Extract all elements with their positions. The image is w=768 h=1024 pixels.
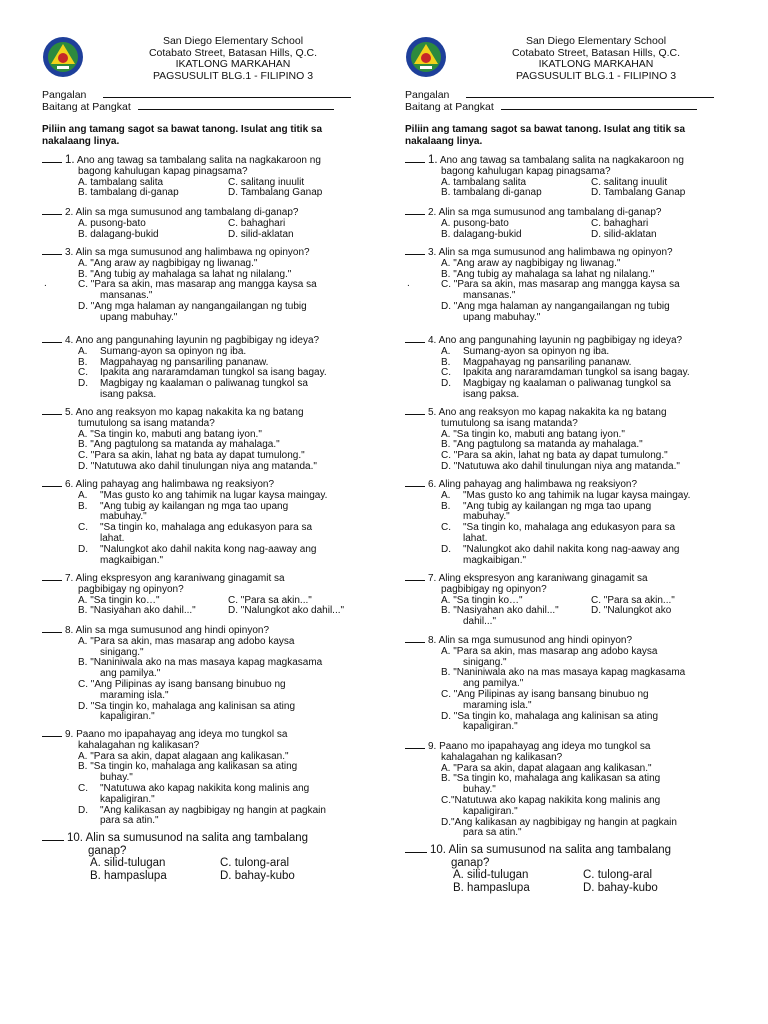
test-copy-left — [40, 0, 405, 1024]
question-4: 4. Ano ang pangunahing layunin ng pagbibigay ng ideya? A. Sumang-ayon sa opinyon ng iba. B. Magpahayag ng pansariling pananaw. C. Ipakita ang nararamdaman tungkol sa isang bagay. D. Magbigay ng kaalaman o paliwanag tungkol sa isang paksa. — [42, 334, 397, 401]
question-4: 4. Ano ang pangunahing layunin ng pagbibigay ng ideya? A. Sumang-ayon sa opinyon ng iba. B. Magpahayag ng pansariling pananaw. C. Ipakita ang nararamdaman tungkol sa isang bagay. D. Magbigay ng kaalaman o paliwanag tungkol sa isang paksa. — [405, 334, 760, 401]
option-d: D. Magbigay ng kaalaman o paliwanag tungkol sa — [441, 378, 671, 390]
option-b: B. dalagang-bukid — [78, 228, 159, 240]
answer-blank[interactable] — [405, 740, 425, 749]
option-b: B. "Ang tubig ay kailangan ng mga tao upang — [78, 500, 289, 512]
option-c: C. tulong-aral — [583, 869, 653, 881]
answer-blank[interactable] — [405, 154, 425, 163]
answer-blank[interactable] — [42, 624, 62, 633]
option-c: C. "Natutuwa ako kapag nakikita kong malinis ang — [78, 782, 310, 794]
option-d: D. "Natutuwa ako dahil tinulungan niya ang matanda." — [78, 460, 317, 472]
option-c: C. "Para sa akin..." — [591, 594, 675, 606]
question-5: 5. Ano ang reaksyon mo kapag nakakita ka ng batang tumutulong sa isang matanda? A. "Sa tingin ko, mabuti ang batang iyon." B. "Ang pagtulong sa matanda ay mahalaga." C. "Para sa akin, lahat ng bata ay dapat tumulong." D. "Natutuwa ako dahil tinulungan niya ang matanda." — [405, 406, 760, 473]
option-a: A. "Para sa akin, dapat alagaan ang kalikasan." — [78, 750, 289, 762]
school-logo — [405, 36, 447, 78]
answer-blank[interactable] — [405, 334, 425, 343]
question-6: 6. Aling pahayag ang halimbawa ng reaksiyon? A. "Mas gusto ko ang tahimik na lugar kaysa maingay. B. "Ang tubig ay kailangan ng mga tao upang mabuhay." C. "Sa tingin ko, mahalaga ang edukasyon para sa lahat. D. "Nalungkot ako dahil nakita kong nag-aaway ang magkaibigan." — [42, 478, 397, 566]
question-1: 1. Ano ang tawag sa tambalang salita na nagkakaroon ng bagong kahulugan kapag pinagsama? A. tambalang salita C. salitang inuulit B. tambalang di-ganap D. Tambalang Ganap — [405, 154, 760, 199]
answer-blank[interactable] — [405, 206, 425, 215]
option-b: B. dalagang-bukid — [441, 228, 522, 240]
option-a: A. pusong-bato — [78, 217, 146, 229]
question-9: 9. Paano mo ipapahayag ang ideya mo tungkol sa kahalagahan ng kalikasan? A. "Para sa akin, dapat alagaan ang kalikasan." B. "Sa tingin ko, mahalaga ang kalikasan sa ating buhay." C."Natutuwa ako kapag nakikita kong malinis ang kapaligiran." D."Ang kalikasan ay nagbibigay ng hangin at pagkain para sa atin." — [405, 740, 760, 839]
option-d: D."Ang kalikasan ay nagbibigay ng hangin at pagkain — [441, 816, 677, 828]
option-d: D. "Ang mga halaman ay nangangailangan ng tubig — [78, 300, 307, 312]
answer-blank[interactable] — [42, 246, 62, 255]
quarter-label: IKATLONG MARKAHAN — [175, 58, 291, 70]
option-a: A. "Para sa akin, dapat alagaan ang kalikasan." — [441, 762, 652, 774]
option-c: C. tulong-aral — [220, 857, 290, 869]
question-5: 5. Ano ang reaksyon mo kapag nakakita ka ng batang tumutulong sa isang matanda? A. "Sa tingin ko, mabuti ang batang iyon." B. "Ang pagtulong sa matanda ay mahalaga." C. "Para sa akin, lahat ng bata ay dapat tumulong." D. "Natutuwa ako dahil tinulungan niya ang matanda." — [42, 406, 397, 473]
option-a: A. "Ang araw ay nagbibigay ng liwanag." — [78, 257, 258, 269]
option-a: A. "Sa tingin ko, mabuti ang batang iyon." — [78, 428, 262, 440]
option-a: A. pusong-bato — [441, 217, 509, 229]
option-a: A. "Ang araw ay nagbibigay ng liwanag." — [441, 257, 621, 269]
option-c: C. bahaghari — [228, 217, 286, 229]
option-d: D. Magbigay ng kaalaman o paliwanag tungkol sa — [78, 378, 308, 390]
test-title: PAGSUSULIT BLG.1 - FILIPINO 3 — [515, 69, 677, 82]
question-2: 2. Alin sa mga sumusunod ang tambalang di-ganap? A. pusong-bato C. bahaghari B. dalagang-bukid D. silid-aklatan — [405, 206, 760, 240]
option-d: D. silid-aklatan — [228, 228, 294, 240]
option-c: C. "Para sa akin, mas masarap ang mangga kaysa sa — [441, 279, 680, 291]
answer-blank[interactable] — [405, 844, 427, 853]
school-name: San Diego Elementary School — [525, 35, 667, 47]
answer-blank[interactable] — [42, 206, 62, 215]
option-d: D. "Nalungkot ako dahil..." — [228, 605, 345, 617]
option-a: A. "Sa tingin ko, mabuti ang batang iyon." — [441, 428, 625, 440]
instructions: Piliin ang tamang sagot sa bawat tanong. Isulat ang titik sa nakalaang linya. — [405, 124, 686, 147]
name-line[interactable] — [103, 88, 351, 98]
option-b: B. "Nasiyahan ako dahil..." — [441, 605, 559, 617]
answer-blank[interactable] — [42, 478, 62, 487]
option-b: B. hampaslupa — [453, 881, 530, 894]
option-c: C. "Para sa akin..." — [228, 594, 312, 606]
answer-blank[interactable] — [405, 572, 425, 581]
grade-field[interactable] — [405, 100, 745, 113]
question-8: 8. Alin sa mga sumusunod ang hindi opinyon? A. "Para sa akin, mas masarap ang adobo kaysa sinigang." B. "Naniniwala ako na mas masaya kapag magkasama ang pamilya." C. "Ang Pilipinas ay isang bansang binubuo ng maraming isla." D. "Sa tingin ko, mahalaga ang kalinisan sa ating kapaligiran." — [42, 624, 397, 723]
question-3: 3. Alin sa mga sumusunod ang halimbawa ng opinyon? A. "Ang araw ay nagbibigay ng liwanag." B. "Ang tubig ay mahalaga sa lahat ng nilalang." C. "Para sa akin, mas masarap ang mangga kaysa sa mansanas." D. "Ang mga halaman ay nangangailangan ng tubig upang mabuhay." — [42, 246, 397, 324]
option-b: B. "Nasiyahan ako dahil..." — [78, 605, 196, 617]
option-a: A. "Mas gusto ko ang tahimik na lugar kaysa maingay. — [78, 489, 328, 501]
option-c: C. Ipakita ang nararamdaman tungkol sa isang bagay. — [78, 367, 327, 379]
option-c: C."Natutuwa ako kapag nakikita kong malinis ang — [441, 794, 661, 806]
option-b: B. "Sa tingin ko, mahalaga ang kalikasan sa ating — [441, 773, 661, 785]
option-c: C. "Ang Pilipinas ay isang bansang binubuo ng — [441, 688, 649, 700]
option-b: B. "Ang tubig ay mahalaga sa lahat ng nilalang." — [441, 268, 655, 280]
option-a: A. silid-tulugan — [90, 857, 166, 869]
answer-blank[interactable] — [405, 406, 425, 415]
question-10: 10. Alin sa sumusunod na salita ang tambalang ganap? A. silid-tulugan C. tulong-aral B. hampaslupa D. bahay-kubo — [405, 844, 760, 894]
school-header — [451, 36, 741, 82]
answer-blank[interactable] — [42, 154, 62, 163]
answer-blank[interactable] — [405, 634, 425, 643]
option-b: B. tambalang di-ganap — [441, 187, 542, 199]
name-label: Pangalan — [42, 89, 87, 101]
option-a: A. silid-tulugan — [453, 869, 529, 881]
school-header — [88, 36, 378, 82]
question-7: 7. Aling ekspresyon ang karaniwang ginagamit sa pagbibigay ng opinyon? A. "Sa tingin ko…" C. "Para sa akin..." B. "Nasiyahan ako dahil..." D. "Nalungkot ako dahil..." — [405, 572, 760, 628]
option-a: A. "Para sa akin, mas masarap ang adobo kaysa — [78, 635, 295, 647]
question-7: 7. Aling ekspresyon ang karaniwang ginagamit sa pagbibigay ng opinyon? A. "Sa tingin ko…" C. "Para sa akin..." B. "Nasiyahan ako dahil..." D. "Nalungkot ako dahil..." — [42, 572, 397, 617]
option-b: B. Magpahayag ng pansariling pananaw. — [78, 356, 269, 368]
option-b: B. "Ang pagtulong sa matanda ay mahalaga." — [441, 439, 643, 451]
option-d: D. "Nalungkot ako dahil nakita kong nag-aaway ang — [441, 543, 680, 555]
grade-line[interactable] — [138, 100, 334, 110]
grade-label: Baitang at Pangkat — [42, 101, 131, 113]
option-d: D. "Sa tingin ko, mahalaga ang kalinisan sa ating — [78, 700, 296, 712]
answer-blank[interactable] — [42, 728, 62, 737]
grade-line[interactable] — [501, 100, 697, 110]
option-a: A. Sumang-ayon sa opinyon ng iba. — [441, 345, 610, 357]
option-c: C. salitang inuulit — [591, 176, 668, 188]
option-a: A. Sumang-ayon sa opinyon ng iba. — [78, 345, 247, 357]
school-address: Cotabato Street, Batasan Hills, Q.C. — [511, 46, 681, 59]
option-d: D. bahay-kubo — [220, 869, 295, 882]
school-logo — [42, 36, 84, 78]
option-b: B. "Ang pagtulong sa matanda ay mahalaga." — [78, 439, 280, 451]
option-c: C. "Para sa akin, mas masarap ang mangga kaysa sa — [78, 279, 317, 291]
margin-dot: . — [407, 278, 410, 289]
option-d: D. silid-aklatan — [591, 228, 657, 240]
option-d: D. "Nalungkot ako — [591, 605, 672, 617]
option-d: D. "Ang kalikasan ay nagbibigay ng hangin at pagkain — [78, 804, 326, 816]
option-a: A. tambalang salita — [441, 176, 527, 188]
question-1: 1. Ano ang tawag sa tambalang salita na nagkakaroon ng bagong kahulugan kapag pinagsama? A. tambalang salita C. salitang inuulit B. tambalang di-ganap D. Tambalang Ganap — [42, 154, 397, 199]
test-copy-right — [403, 0, 768, 1024]
option-d: D. "Natutuwa ako dahil tinulungan niya ang matanda." — [441, 460, 680, 472]
option-a: A. "Para sa akin, mas masarap ang adobo kaysa — [441, 645, 658, 657]
option-c: C. salitang inuulit — [228, 176, 305, 188]
answer-blank[interactable] — [42, 572, 62, 581]
question-3: 3. Alin sa mga sumusunod ang halimbawa ng opinyon? A. "Ang araw ay nagbibigay ng liwanag." B. "Ang tubig ay mahalaga sa lahat ng nilalang." C. "Para sa akin, mas masarap ang mangga kaysa sa mansanas." D. "Ang mga halaman ay nangangailangan ng tubig upang mabuhay." — [405, 246, 760, 324]
school-address: Cotabato Street, Batasan Hills, Q.C. — [148, 46, 318, 59]
option-a: A. "Sa tingin ko…" — [441, 594, 523, 606]
name-line[interactable] — [466, 88, 714, 98]
option-b: B. "Ang tubig ay mahalaga sa lahat ng nilalang." — [78, 268, 292, 280]
quarter-label: IKATLONG MARKAHAN — [538, 58, 654, 70]
option-c: C. "Para sa akin, lahat ng bata ay dapat tumulong." — [78, 450, 305, 462]
test-title: PAGSUSULIT BLG.1 - FILIPINO 3 — [152, 69, 314, 82]
question-8: 8. Alin sa mga sumusunod ang hindi opinyon? A. "Para sa akin, mas masarap ang adobo kaysa sinigang." B. "Naniniwala ako na mas masaya kapag magkasama ang pamilya." C. "Ang Pilipinas ay isang bansang binubuo ng maraming isla." D. "Sa tingin ko, mahalaga ang kalinisan sa ating kapaligiran." — [405, 634, 760, 733]
option-b: B. Magpahayag ng pansariling pananaw. — [441, 356, 632, 368]
question-10: 10. Alin sa sumusunod na salita ang tambalang ganap? A. silid-tulugan C. tulong-aral B. hampaslupa D. bahay-kubo — [42, 832, 397, 882]
name-label: Pangalan — [405, 89, 450, 101]
grade-field[interactable] — [42, 100, 382, 113]
option-d: D. Tambalang Ganap — [591, 187, 686, 199]
instructions: Piliin ang tamang sagot sa bawat tanong. Isulat ang titik sa nakalaang linya. — [42, 124, 323, 147]
answer-blank[interactable] — [42, 406, 62, 415]
option-b: B. "Naniniwala ako na mas masaya kapag magkasama — [441, 667, 686, 679]
option-a: A. "Sa tingin ko…" — [78, 594, 160, 606]
question-9: 9. Paano mo ipapahayag ang ideya mo tungkol sa kahalagahan ng kalikasan? A. "Para sa akin, dapat alagaan ang kalikasan." B. "Sa tingin ko, mahalaga ang kalikasan sa ating buhay." C. "Natutuwa ako kapag nakikita kong malinis ang kapaligiran." D. "Ang kalikasan ay nagbibigay ng hangin at pagkain para sa atin." — [42, 728, 397, 827]
option-b: B. "Naniniwala ako na mas masaya kapag magkasama — [78, 657, 323, 669]
question-2: 2. Alin sa mga sumusunod ang tambalang di-ganap? A. pusong-bato C. bahaghari B. dalagang-bukid D. silid-aklatan — [42, 206, 397, 240]
option-c: C. "Ang Pilipinas ay isang bansang binubuo ng — [78, 678, 286, 690]
option-a: A. tambalang salita — [78, 176, 164, 188]
option-c: C. "Para sa akin, lahat ng bata ay dapat tumulong." — [441, 450, 668, 462]
option-b: B. hampaslupa — [90, 869, 167, 882]
option-c: C. "Sa tingin ko, mahalaga ang edukasyon para sa — [78, 522, 313, 534]
option-c: C. bahaghari — [591, 217, 649, 229]
option-b: B. "Sa tingin ko, mahalaga ang kalikasan sa ating — [78, 761, 298, 773]
grade-label: Baitang at Pangkat — [405, 101, 494, 113]
margin-dot: . — [44, 278, 47, 289]
school-name: San Diego Elementary School — [162, 35, 304, 47]
option-a: A. "Mas gusto ko ang tahimik na lugar kaysa maingay. — [441, 489, 691, 501]
answer-blank[interactable] — [42, 334, 62, 343]
option-c: C. "Sa tingin ko, mahalaga ang edukasyon para sa — [441, 522, 676, 534]
option-b: B. tambalang di-ganap — [78, 187, 179, 199]
option-b: B. "Ang tubig ay kailangan ng mga tao upang — [441, 500, 652, 512]
option-d: D. Tambalang Ganap — [228, 187, 323, 199]
option-d: D. "Nalungkot ako dahil nakita kong nag-aaway ang — [78, 543, 317, 555]
option-c: C. Ipakita ang nararamdaman tungkol sa isang bagay. — [441, 367, 690, 379]
option-d: D. bahay-kubo — [583, 881, 658, 894]
answer-blank[interactable] — [42, 832, 64, 841]
option-d: D. "Sa tingin ko, mahalaga ang kalinisan sa ating — [441, 710, 659, 722]
option-d: D. "Ang mga halaman ay nangangailangan ng tubig — [441, 300, 670, 312]
answer-blank[interactable] — [405, 246, 425, 255]
answer-blank[interactable] — [405, 478, 425, 487]
question-6: 6. Aling pahayag ang halimbawa ng reaksiyon? A. "Mas gusto ko ang tahimik na lugar kaysa maingay. B. "Ang tubig ay kailangan ng mga tao upang mabuhay." C. "Sa tingin ko, mahalaga ang edukasyon para sa lahat. D. "Nalungkot ako dahil nakita kong nag-aaway ang magkaibigan." — [405, 478, 760, 566]
